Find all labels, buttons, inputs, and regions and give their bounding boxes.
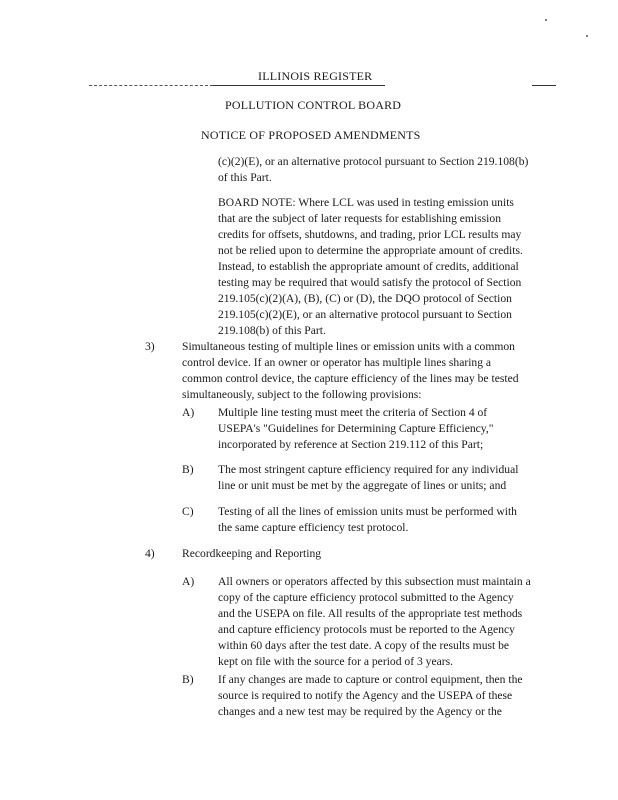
header-rule-middle	[213, 85, 385, 86]
header-rule-right	[532, 85, 556, 86]
text-line: USEPA's "Guidelines for Determining Capture Efficiency,"	[218, 422, 494, 435]
text-line: line or unit must be met by the aggregate of lines or units; and	[218, 479, 507, 492]
item-3a-label: A)	[182, 406, 195, 419]
text-line: All owners or operators affected by this subsection must maintain a	[218, 575, 531, 588]
text-line: source is required to notify the Agency and the USEPA of these	[218, 689, 513, 702]
item-4a-label: A)	[182, 575, 195, 588]
item-3b-label: B)	[182, 463, 194, 476]
text-line: the same capture efficiency test protocol.	[218, 521, 409, 534]
text-line: and the USEPA on file. All results of the appropriate test methods	[218, 607, 523, 620]
scan-speck	[545, 19, 547, 21]
text-line: of this Part.	[218, 171, 272, 184]
text-line: testing may be required that would satisfy the protocol of Section	[218, 276, 522, 289]
text-line: not be relied upon to determine the appropriate amount of credits.	[218, 244, 523, 257]
text-line: within 60 days after the test date. A copy of the results must be	[218, 639, 510, 652]
header-rule-left	[89, 85, 213, 86]
item-4b-text	[218, 672, 523, 720]
item-3b-text	[218, 462, 518, 494]
text-line: Simultaneous testing of multiple lines or emission units with a common	[182, 340, 515, 353]
item-3-text	[182, 339, 519, 403]
text-line: kept on file with the source for a period of 3 years.	[218, 655, 454, 668]
item-4b-label: B)	[182, 673, 194, 686]
text-line: The most stringent capture efficiency required for any individual	[218, 463, 519, 476]
item-3a-text	[218, 405, 493, 453]
text-line: 219.108(b) of this Part.	[218, 324, 326, 337]
text-line: incorporated by reference at Section 219.112 of this Part;	[218, 438, 484, 451]
text-line: If any changes are made to capture or control equipment, then the	[218, 673, 523, 686]
text-line: control device. If an owner or operator has multiple lines sharing a	[182, 356, 492, 369]
text-line: BOARD NOTE: Where LCL was used in testing emission units	[218, 196, 514, 209]
item-4a-text	[218, 574, 531, 670]
text-line: credits for offsets, shutdowns, and trading, prior LCL results may	[218, 228, 522, 241]
text-line: Instead, to establish the appropriate amount of credits, additional	[218, 260, 519, 273]
text-line: and capture efficiency protocols must be reported to the Agency	[218, 623, 515, 636]
text-line: 219.105(c)(2)(A), (B), (C) or (D), the DQO protocol of Section	[218, 292, 512, 305]
text-line: copy of the capture efficiency protocol submitted to the Agency	[218, 591, 514, 604]
continuation-paragraph	[218, 154, 528, 186]
item-3c-label: C)	[182, 505, 194, 518]
text-line: Testing of all the lines of emission units must be performed with	[218, 505, 517, 518]
text-line: 219.105(c)(2)(E), or an alternative protocol pursuant to Section	[218, 308, 512, 321]
item-4-number: 4)	[145, 547, 155, 560]
text-line: Multiple line testing must meet the criteria of Section 4 of	[218, 406, 488, 419]
notice-title: NOTICE OF PROPOSED AMENDMENTS	[201, 128, 421, 142]
text-line: changes and a new test may be required by the Agency or the	[218, 705, 502, 718]
register-title: ILLINOIS REGISTER	[258, 69, 373, 83]
scan-speck	[586, 35, 588, 37]
board-title: POLLUTION CONTROL BOARD	[225, 98, 402, 112]
board-note	[218, 195, 523, 339]
text-line: simultaneously, subject to the following provisions:	[182, 388, 422, 401]
text-line: common control device, the capture efficiency of the lines may be tested	[182, 372, 519, 385]
text-line: that are the subject of later requests for establishing emission	[218, 212, 501, 225]
item-3-number: 3)	[145, 340, 155, 353]
item-4-title: Recordkeeping and Reporting	[182, 547, 322, 560]
item-3c-text	[218, 504, 517, 536]
text-line: (c)(2)(E), or an alternative protocol pursuant to Section 219.108(b)	[218, 155, 529, 168]
